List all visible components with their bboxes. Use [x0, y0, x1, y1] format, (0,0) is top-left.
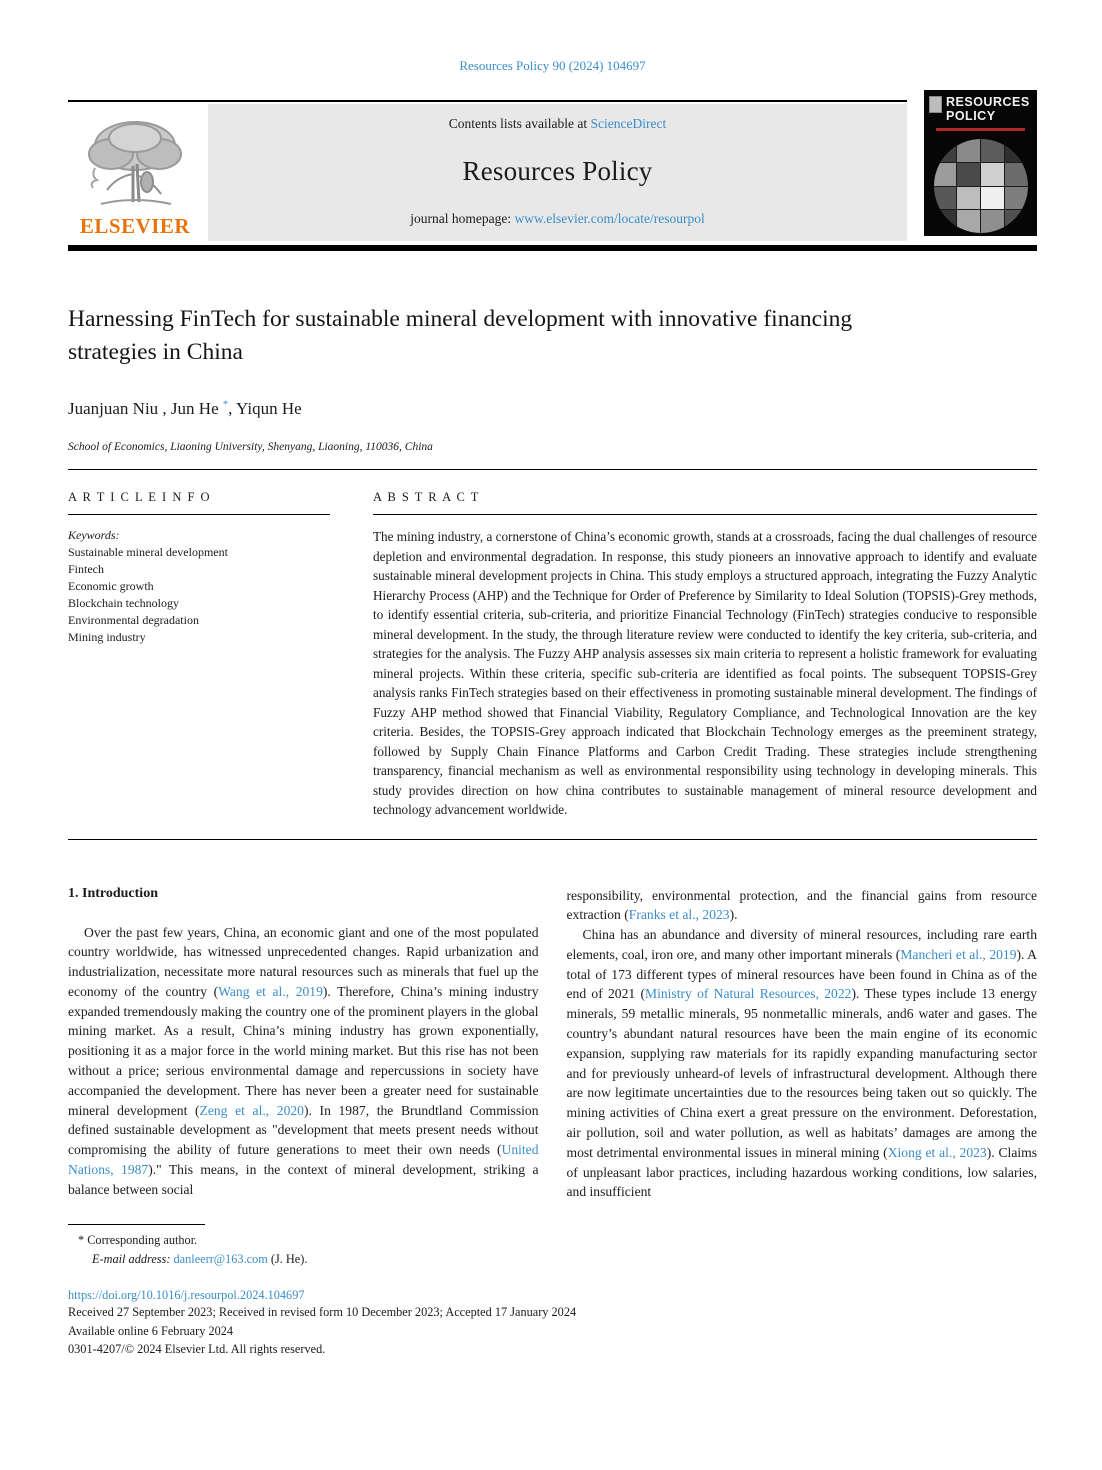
- journal-name: Resources Policy: [462, 156, 653, 186]
- email-label: E-mail address:: [92, 1251, 171, 1266]
- authors-line: [68, 399, 1037, 419]
- citation-link[interactable]: Franks et al., 2023: [628, 907, 730, 923]
- abstract-heading: A B S T R A C T: [373, 490, 480, 504]
- page-title: Harnessing FinTech for sustainable mineral development with innovative financing strategies in China: [68, 306, 853, 365]
- citation-link[interactable]: Xiong et al., 2023: [887, 1144, 987, 1160]
- intro-right-text: [567, 886, 1038, 1203]
- text-run: , Yiqun He: [228, 399, 302, 418]
- article-info-rule: [68, 514, 330, 515]
- intro-right-column: [567, 886, 1038, 1203]
- collage-cell: [1005, 187, 1028, 210]
- collage-cell: [934, 163, 957, 186]
- citation-link[interactable]: Zeng et al., 2020: [199, 1102, 304, 1118]
- text-run: responsibility, environmental protection, and the financial gains from resource extraction (: [566, 887, 1037, 923]
- collage-cell: [934, 187, 957, 210]
- collage-cell: [957, 187, 980, 210]
- header-citation: Resources Policy 90 (2024) 104697: [459, 58, 646, 73]
- article-info-heading: A R T I C L E I N F O: [68, 490, 212, 504]
- corresponding-author-note: * Corresponding author.: [78, 1233, 198, 1248]
- available-online-line: Available online 6 February 2024: [68, 1323, 234, 1338]
- collage-cell: [981, 187, 1004, 210]
- collage-cell: [981, 163, 1004, 186]
- keywords-list: [68, 544, 330, 646]
- introduction-section: [68, 886, 1037, 1203]
- cover-header: [929, 95, 1032, 123]
- received-line: Received 27 September 2023; Received in revised form 10 December 2023; Accepted 17 January 2024: [68, 1305, 577, 1320]
- collage-cell: [957, 139, 980, 162]
- text-run: China has an abundance and diversity of mineral resources, including rare earth elements, coal, iron ore, and many other important minerals (: [566, 927, 1037, 962]
- paragraph: [567, 925, 1038, 1202]
- email-link[interactable]: danleerr@163.com: [173, 1251, 268, 1266]
- text-run: )." This means, in the context of mineral development, striking a balance between social: [68, 1162, 539, 1197]
- text-run: ). These types include 13 energy minerals, 59 metallic minerals, 95 nonmetallic minerals, and6 water and gases. The country’s abundant natural resources have been the main engine of its economic expansion, supplying raw materials for its rapidly expanding manufacturing sector and for previously unheard-of levels of infrastructural development. Although there are now legitimate uncertainties due to the resources being taken out so quickly. The mining activities of China exert a great pressure on the environment. Deforestation, air pollution, soil and water pollution, as well as habitats’ damages are among the most detrimental environmental issues in mineral mining (: [566, 986, 1037, 1160]
- homepage-prefix: journal homepage:: [410, 211, 515, 226]
- collage-cell: [981, 139, 1004, 162]
- cover-title-line1: RESOURCES: [946, 95, 1030, 109]
- info-abstract-section: [68, 490, 1037, 820]
- sciencedirect-link[interactable]: ScienceDirect: [590, 116, 667, 131]
- abstract-bottom-divider: [68, 839, 1037, 840]
- masthead-divider: [68, 245, 1037, 251]
- citation-link[interactable]: Mancheri et al., 2019: [900, 946, 1017, 962]
- contents-line: [449, 116, 666, 132]
- cover-title: [946, 95, 1030, 123]
- doi-link[interactable]: https://doi.org/10.1016/j.resourpol.2024.104697: [68, 1288, 305, 1303]
- abstract-rule: [373, 514, 1037, 515]
- footnotes: [68, 1224, 1037, 1359]
- intro-left-column: [68, 886, 539, 1203]
- cover-globe-image: [934, 139, 1028, 233]
- text-run: Juanjuan Niu , Jun He: [68, 399, 223, 418]
- paragraph: [567, 886, 1038, 926]
- contents-prefix: Contents lists available at: [448, 116, 591, 131]
- keyword-item: Sustainable mineral development: [68, 545, 228, 559]
- masthead: [68, 95, 1037, 241]
- collage-cell: [1005, 139, 1028, 162]
- affiliation: School of Economics, Liaoning University, Shenyang, Liaoning, 110036, China: [68, 441, 433, 453]
- journal-homepage-link[interactable]: www.elsevier.com/locate/resourpol: [514, 211, 705, 226]
- paragraph: [68, 923, 539, 1200]
- collage-cell: [934, 210, 957, 233]
- title-divider: [68, 469, 1037, 470]
- elsevier-wordmark: ELSEVIER: [79, 214, 191, 238]
- cover-elsevier-mark-icon: [929, 96, 942, 113]
- text-run: ). In 1987, the Brundtland Commission defined sustainable development as "development that meets present needs without compromising the ability of future generations to meet their own needs (: [68, 1102, 539, 1158]
- collage-cell: [1005, 210, 1028, 233]
- masthead-banner: [208, 104, 907, 241]
- footnote-separator: [68, 1224, 205, 1225]
- collage-cell: [1005, 163, 1028, 186]
- keyword-item: Fintech: [68, 562, 104, 576]
- email-suffix: (J. He).: [267, 1251, 308, 1266]
- elsevier-logo[interactable]: [68, 104, 208, 241]
- issn-copyright-line: 0301-4207/© 2024 Elsevier Ltd. All rights reserved.: [68, 1342, 326, 1357]
- journal-cover-thumbnail[interactable]: [924, 90, 1037, 236]
- intro-left-text: [68, 923, 539, 1200]
- text-run: ).: [729, 907, 738, 923]
- keyword-item: Mining industry: [68, 630, 146, 644]
- citation-link[interactable]: *: [222, 399, 229, 411]
- keyword-item: Economic growth: [68, 579, 154, 593]
- email-line: [68, 1250, 1037, 1269]
- homepage-line: [410, 211, 705, 227]
- collage-cell: [957, 210, 980, 233]
- citation-link[interactable]: Ministry of Natural Resources, 2022: [644, 986, 852, 1002]
- article-info-column: [68, 490, 330, 820]
- introduction-heading: 1. Introduction: [68, 885, 158, 901]
- cover-title-line2: POLICY: [946, 109, 996, 123]
- text-run: ). Claims of unpleasant labor practices, including hazardous working conditions, low salaries, and insufficient: [566, 1144, 1037, 1200]
- keywords-label: Keywords:: [68, 528, 120, 542]
- citation-link[interactable]: United Nations, 1987: [68, 1142, 539, 1178]
- collage-cell: [957, 163, 980, 186]
- masthead-left: [68, 100, 907, 241]
- cover-subtitle-line: [936, 128, 1025, 131]
- keyword-item: Environmental degradation: [68, 613, 199, 627]
- elsevier-tree-icon: [81, 116, 189, 212]
- collage-cell: [981, 210, 1004, 233]
- text-run: ). A total of 173 different types of mineral resources have been found in China as of the end of 2021 (: [566, 946, 1038, 1002]
- abstract-column: [373, 490, 1037, 820]
- abstract-text: The mining industry, a cornerstone of China’s economic growth, stands at a crossroads, facing the dual challenges of resource depletion and environmental degradation. In response, this study pioneers an innovative approach to identify and evaluate sustainable mineral development projects in China. This study employs a structured approach, integrating the Fuzzy Analytic Hierarchy Process (AHP) and the Technique for Order of Preference by Similarity to Ideal Solution (TOPSIS)-Grey methods, to identify essential criteria, sub-criteria, and prioritize Financial Technology (FinTech) strategies conducive to responsible mineral development. In the study, the through literature review were conducted to identify the key criteria, sub-criteria, and strategies for the analysis. The Fuzzy AHP analysis assesses six main criteria to represent a holistic framework for evaluating mineral projects. Within these criteria, specific sub-criteria are identified as focal points. The subsequent TOPSIS-Grey analysis ranks FinTech strategies based on their effectiveness in promoting sustainable mineral development. The findings of Fuzzy AHP method showed that Financial Viability, Regulatory Compliance, and Technological Innovation are the key criteria. Besides, the TOPSIS-Grey approach indicated that Blockchain Technology emerges as the preeminent strategy, followed by Supply Chain Finance Platforms and Carbon Credit Trading. These strategies include strengthening transparency, financial mechanism as well as environmental responsibility using technology in developing minerals. This study provides direction on how china contributes to sustainable management of mineral resource development and technology advancement worldwide.: [373, 529, 1037, 817]
- keyword-item: Blockchain technology: [68, 596, 179, 610]
- text-run: ). Therefore, China’s mining industry expanded tremendously making the country one of the prominent players in the global mining market. As a result, China’s mining industry has grown exponentially, positioning it as a major force in the world mining market. But this rise has not been without a price; serious environmental damage and repercussions in society have accompanied the development. There has never been a greater need for sustainable mineral development (: [68, 983, 539, 1118]
- collage-cell: [934, 139, 957, 162]
- citation-link[interactable]: Wang et al., 2019: [218, 983, 323, 999]
- text-run: Over the past few years, China, an economic giant and one of the most populated country worldwide, has witnessed unprecedented changes. Rapid urbanization and industrialization, necessitate more natural resources such as minerals that fuel up the economy of the country (: [68, 924, 539, 999]
